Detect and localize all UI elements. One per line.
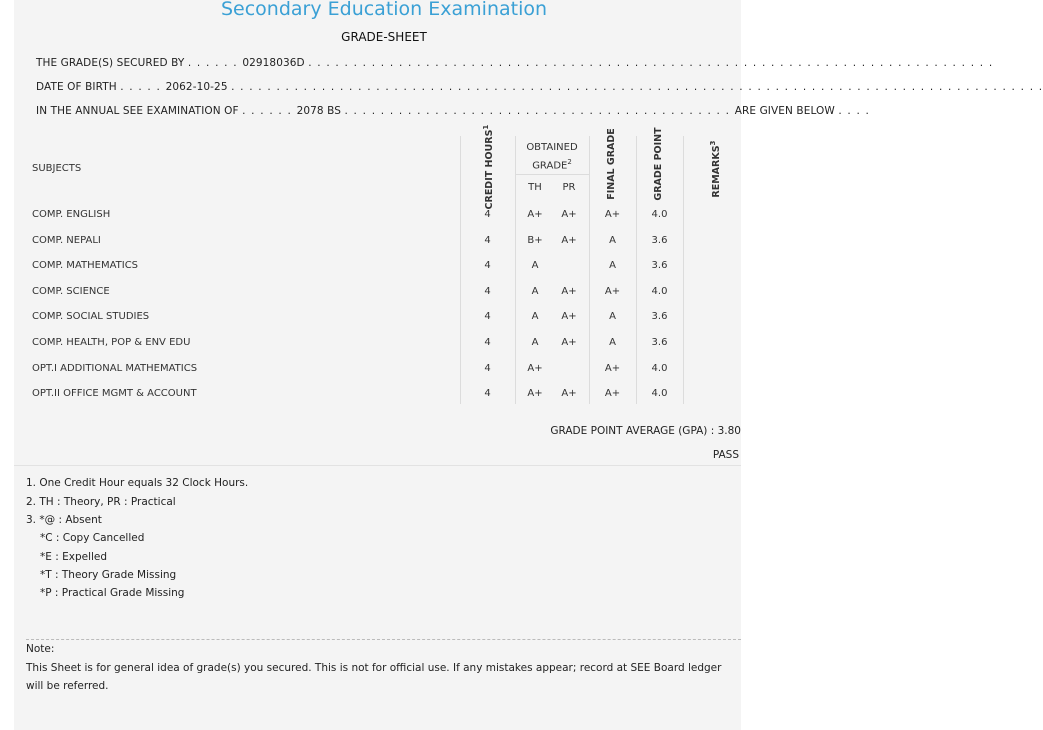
- cell-grade-point: 3.6: [651, 234, 668, 246]
- dots: . . . . . . . . . . . . . . . . . . . . . . . . . . . . . . . . . . . . . . . . . . . . . . . . . . . . . . . . . . . . . . . . . . . . . . . . . . . . . . . . . . . . . . . . . .: [231, 81, 1043, 93]
- note-divider: [26, 639, 741, 640]
- secured-by-label: THE GRADE(S) SECURED BY: [36, 57, 185, 69]
- cell-th-grade: A+: [527, 209, 543, 220]
- cell-final-grade: A: [609, 311, 616, 323]
- cell-grade-point: 3.6: [651, 337, 668, 348]
- header-final-grade: FINAL GRADE: [606, 128, 617, 200]
- given-below-label: ARE GIVEN BELOW: [734, 105, 835, 117]
- grades-table: [18, 124, 741, 404]
- exam-line: [36, 105, 870, 117]
- cell-final-grade: A: [609, 234, 616, 246]
- section-divider: [14, 465, 741, 466]
- dots: . . . . . . . . . . . . . . . . . . . . . . . . . . . . . . . . . . . . . . . . . . .: [344, 105, 735, 117]
- header-obtained-grade: [515, 141, 589, 173]
- cell-credit-hours: 4: [484, 260, 491, 272]
- cell-th-grade: A: [531, 285, 539, 297]
- cell-credit-hours: 4: [484, 209, 491, 220]
- header-grade-point: GRADE POINT: [653, 127, 664, 201]
- cell-grade-point: 3.6: [651, 260, 668, 272]
- table-row: [18, 253, 741, 278]
- cell-final-grade: A: [609, 337, 616, 348]
- table-row: [18, 304, 741, 329]
- cell-grade-point: 4.0: [651, 209, 668, 220]
- dob-label: DATE OF BIRTH: [36, 81, 117, 93]
- table-row: [18, 279, 741, 304]
- cell-pr-grade: A+: [561, 311, 577, 323]
- dots: . . . . .: [120, 81, 166, 93]
- cell-credit-hours: 4: [484, 362, 491, 374]
- header-th: TH: [528, 182, 542, 193]
- dots: . . . . . . . . . . . . . . . . . . . . . . . . . . . . . . . . . . . . . . . . . . . . . . . . . . . . . . . . . . . . . . . . . . . . . . . . . . . .: [308, 57, 994, 69]
- cell-subject: COMP. MATHEMATICS: [32, 260, 139, 272]
- header-pr: PR: [562, 182, 576, 193]
- gpa-label: GRADE POINT AVERAGE (GPA) :: [550, 425, 715, 437]
- dots: . . . . . .: [242, 105, 297, 117]
- table-row: [18, 356, 741, 381]
- header-obtained-grade-text: OBTAINED GRADE: [526, 142, 578, 172]
- cell-subject: COMP. NEPALI: [32, 234, 101, 246]
- cell-grade-point: 4.0: [651, 362, 668, 374]
- gpa-value: 3.80: [717, 425, 741, 437]
- cell-subject: OPT.II OFFICE MGMT & ACCOUNT: [32, 388, 197, 400]
- header-remarks-sup: 3: [708, 140, 717, 146]
- header-subjects: SUBJECTS: [32, 163, 82, 174]
- footnote-expelled: *E : Expelled: [40, 551, 108, 563]
- header-credit-hours: [481, 122, 495, 212]
- cell-th-grade: A: [531, 260, 539, 272]
- table-row: [18, 330, 741, 355]
- cell-th-grade: A: [531, 337, 539, 348]
- cell-subject: OPT.I ADDITIONAL MATHEMATICS: [32, 362, 198, 374]
- cell-credit-hours: 4: [484, 234, 491, 246]
- cell-final-grade: A+: [604, 285, 621, 297]
- cell-subject: COMP. ENGLISH: [32, 209, 111, 220]
- cell-subject: COMP. HEALTH, POP & ENV EDU: [32, 337, 191, 348]
- cell-grade-point: 3.6: [651, 311, 668, 323]
- dots: . . . . . .: [187, 57, 243, 69]
- header-obtained-sup: 2: [567, 158, 572, 166]
- footnote-copy-cancelled: *C : Copy Cancelled: [40, 532, 145, 544]
- footnote-credit-hour: 1. One Credit Hour equals 32 Clock Hours.: [26, 477, 249, 489]
- gpa-line: [550, 425, 741, 437]
- cell-credit-hours: 4: [484, 337, 491, 348]
- dob-value: 2062-10-25: [165, 81, 228, 93]
- exam-label: IN THE ANNUAL SEE EXAMINATION OF: [36, 105, 239, 117]
- header-credit-sup: 1: [481, 124, 490, 130]
- cell-credit-hours: 4: [484, 388, 491, 400]
- cell-th-grade: A: [531, 311, 539, 323]
- cell-pr-grade: A+: [561, 234, 577, 246]
- table-row: [18, 202, 741, 227]
- result-status: PASS: [712, 449, 739, 461]
- table-row: [18, 228, 741, 253]
- exam-year: 2078 BS: [296, 105, 342, 117]
- cell-grade-point: 4.0: [651, 285, 668, 297]
- header-remarks-text: REMARKS: [711, 145, 723, 198]
- dob-line: [36, 81, 1043, 93]
- note-label: Note:: [26, 643, 55, 655]
- exam-title: Secondary Education Examination: [220, 0, 548, 20]
- footnote-theory-missing: *T : Theory Grade Missing: [40, 569, 177, 581]
- cell-final-grade: A: [609, 260, 616, 272]
- cell-final-grade: A+: [604, 362, 621, 374]
- cell-pr-grade: A+: [561, 209, 577, 220]
- cell-final-grade: A+: [604, 388, 621, 400]
- header-credit-hours-text: CREDIT HOURS: [484, 129, 496, 210]
- cell-th-grade: A+: [527, 362, 543, 374]
- table-row: [18, 381, 741, 406]
- cell-subject: COMP. SOCIAL STUDIES: [32, 311, 150, 323]
- cell-pr-grade: A+: [561, 285, 577, 297]
- cell-pr-grade: A+: [561, 337, 577, 348]
- cell-credit-hours: 4: [484, 311, 491, 323]
- footnote-practical-missing: *P : Practical Grade Missing: [40, 587, 185, 599]
- cell-final-grade: A+: [604, 209, 621, 220]
- cell-grade-point: 4.0: [651, 388, 668, 400]
- cell-credit-hours: 4: [484, 285, 491, 297]
- footnote-absent: 3. *@ : Absent: [26, 514, 102, 526]
- cell-subject: COMP. SCIENCE: [32, 285, 110, 297]
- cell-pr-grade: A+: [561, 388, 577, 400]
- footnote-th-pr: 2. TH : Theory, PR : Practical: [26, 496, 176, 508]
- sheet-title: GRADE-SHEET: [341, 30, 427, 44]
- symbol-number: 02918036D: [242, 57, 305, 69]
- note-text: This Sheet is for general idea of grade(s) you secured. This is not for official use. If any mistakes appear; record at SEE Board ledger will be referred.: [26, 662, 722, 692]
- row-divider: [515, 174, 589, 175]
- cell-th-grade: A+: [527, 388, 543, 400]
- cell-th-grade: B+: [527, 234, 543, 246]
- dots: . . . .: [838, 105, 871, 117]
- header-remarks: [708, 124, 722, 214]
- secured-by-line: [36, 57, 993, 69]
